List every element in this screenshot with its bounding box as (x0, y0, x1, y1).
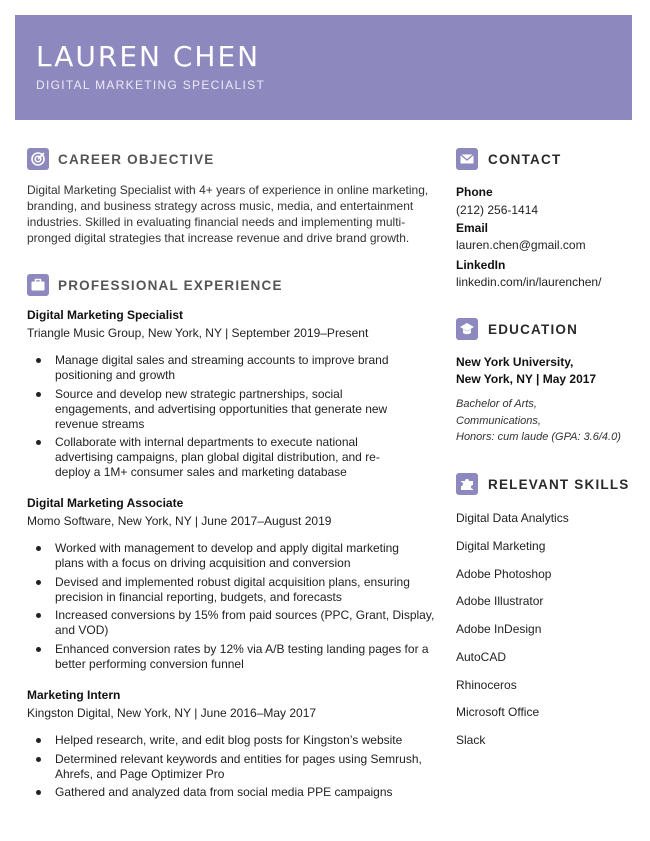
job-title: Digital Marketing Specialist (27, 308, 184, 322)
bullet-item (27, 575, 437, 605)
objective-line: industries. Skilled in evaluating financial needs and implementing multi- (27, 215, 406, 229)
job-bullets (27, 541, 437, 675)
bullet-line: positioning and growth (55, 368, 176, 382)
job-title: Marketing Intern (27, 688, 121, 702)
bullet-item (27, 541, 437, 571)
skill-item: Microsoft Office (456, 705, 540, 719)
bullet-item (27, 642, 437, 672)
skill-item: Adobe Photoshop (456, 567, 552, 581)
bullet-line: engagements, and advertising opportunities that generate new (55, 401, 388, 416)
phone-value[interactable]: (212) 256-1414 (456, 203, 539, 217)
envelope-icon (456, 148, 478, 170)
job-meta: Kingston Digital, New York, NY | June 2016–May 2017 (27, 706, 317, 720)
bullet-line: Devised and implemented robust digital acquisition plans, ensuring (55, 574, 410, 589)
bullet-line: and VOD) (55, 623, 109, 637)
bullet-line: Source and develop new strategic partnerships, social (55, 386, 343, 401)
school-location-date: New York, NY | May 2017 (456, 372, 597, 386)
skill-item: Rhinoceros (456, 678, 517, 692)
bullet-item (27, 733, 437, 748)
linkedin-label: LinkedIn (456, 258, 506, 272)
bullet-line: revenue streams (55, 416, 145, 431)
bullet-line: better performing conversion funnel (55, 656, 244, 671)
skill-item: Digital Marketing (456, 539, 546, 553)
phone-label: Phone (456, 185, 493, 199)
job-title: Digital Marketing Associate (27, 496, 184, 510)
skill-item: Digital Data Analytics (456, 511, 569, 525)
degree-line: Bachelor of Arts, (456, 398, 537, 410)
bullet-line: advertising campaigns, plan global digital distribution, and re- (55, 450, 380, 464)
bullet-line: Worked with management to develop and apply digital marketing (55, 541, 399, 555)
job-meta: Triangle Music Group, New York, NY | September 2019–Present (27, 326, 369, 340)
bullet-line: Manage digital sales and streaming accounts to improve brand (55, 353, 389, 367)
career-objective-heading: CAREER OBJECTIVE (58, 152, 215, 167)
skill-item: AutoCAD (456, 650, 507, 664)
bullet-line: Enhanced conversion rates by 12% via A/B testing landing pages for a (55, 641, 429, 656)
objective-line: Digital Marketing Specialist with 4+ years of experience in online marketing, (27, 183, 429, 197)
bullet-item (27, 435, 437, 480)
objective-line: branding, and business strategy across music, media, and entertainment (27, 199, 414, 213)
bullet-item (27, 353, 437, 383)
candidate-title: DIGITAL MARKETING SPECIALIST (36, 78, 266, 92)
bullet-line: Collaborate with internal departments to execute national (55, 435, 358, 449)
job-bullets (27, 353, 437, 484)
bullet-item (27, 387, 437, 432)
bullet-line: Determined relevant keywords and entities for pages using Semrush, (55, 751, 422, 766)
skill-item: Adobe Illustrator (456, 594, 544, 608)
bullet-item (27, 608, 437, 638)
graduation-cap-icon (456, 318, 478, 340)
experience-heading: PROFESSIONAL EXPERIENCE (58, 278, 283, 293)
candidate-name: LAUREN CHEN (36, 40, 261, 73)
bullet-line: Gathered and analyzed data from social media PPE campaigns (55, 785, 393, 799)
skill-item: Adobe InDesign (456, 622, 542, 636)
degree-line: Communications, (456, 414, 541, 427)
bullet-item (27, 752, 437, 782)
education-heading: EDUCATION (488, 322, 579, 337)
job-meta: Momo Software, New York, NY | June 2017–August 2019 (27, 514, 332, 528)
contact-heading: CONTACT (488, 152, 562, 167)
skills-heading: RELEVANT SKILLS (488, 477, 630, 492)
degree-line: Honors: cum laude (GPA: 3.6/4.0) (456, 431, 621, 443)
skill-item: Slack (456, 733, 486, 747)
linkedin-link[interactable]: linkedin.com/in/laurenchen/ (456, 275, 602, 289)
briefcase-icon (27, 274, 49, 296)
bullet-line: Increased conversions by 15% from paid sources (PPC, Grant, Display, (55, 608, 435, 622)
career-objective-text (27, 182, 437, 246)
objective-line: pronged digital strategies that increase revenue and drive brand growth. (27, 231, 410, 245)
bullet-line: plans with a focus on driving acquisition and conversion (55, 556, 351, 570)
bullet-line: Ahrefs, and Page Optimizer Pro (55, 766, 225, 781)
email-label: Email (456, 221, 489, 235)
puzzle-icon (456, 473, 478, 495)
email-link[interactable]: lauren.chen@gmail.com (456, 238, 586, 252)
degree-details (456, 396, 641, 446)
bullet-item (27, 785, 437, 800)
school-name: New York University, (456, 355, 574, 369)
bullet-line: deploy a 1M+ consumer sales and marketing database (55, 465, 347, 479)
resume-header (15, 15, 632, 120)
job-bullets (27, 733, 437, 804)
bullet-line: Helped research, write, and edit blog posts for Kingston’s website (55, 733, 403, 747)
bullet-line: precision in financial reporting, budgets, and forecasts (55, 589, 342, 604)
target-icon (27, 148, 49, 170)
